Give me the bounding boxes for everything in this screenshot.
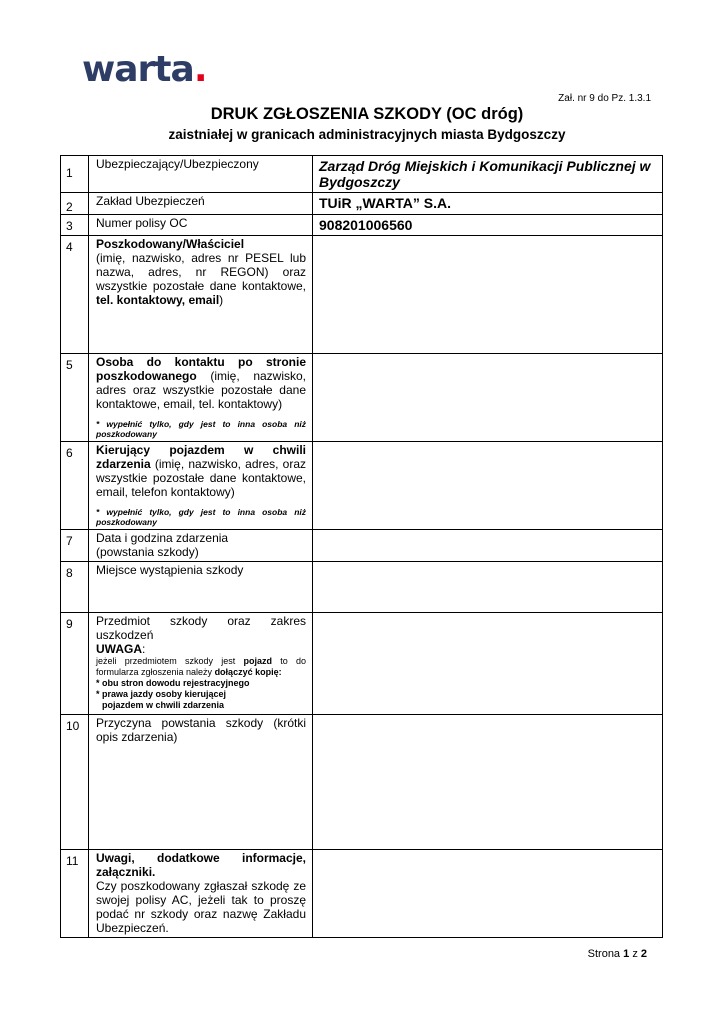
claim-form-table bbox=[60, 155, 663, 938]
label-end: ) bbox=[219, 293, 224, 307]
form-row-insured bbox=[61, 156, 663, 193]
warning-attach-copy: dołączyć kopię: bbox=[214, 667, 282, 677]
page-number bbox=[588, 948, 647, 960]
label-heading: Uwagi, dodatkowe informacje, załączniki. bbox=[96, 851, 306, 879]
warning-text-part: to do formularza zgłoszenia należy bbox=[96, 656, 306, 677]
label-heading: Poszkodowany/Właściciel bbox=[96, 237, 245, 251]
insured-value[interactable] bbox=[313, 156, 663, 193]
cause-field[interactable] bbox=[313, 715, 663, 850]
label-line: Data i godzina zdarzenia bbox=[96, 531, 229, 545]
label-heading: Kierujący pojazdem w chwili zdarzenia bbox=[96, 443, 306, 471]
row-number: 1 bbox=[61, 156, 89, 193]
row-number: 7 bbox=[61, 530, 89, 562]
injured-party-field[interactable] bbox=[313, 236, 663, 354]
row-label bbox=[89, 442, 313, 530]
attachment-item: pojazdem w chwili zdarzenia bbox=[102, 700, 225, 710]
page-total: 2 bbox=[640, 948, 647, 960]
driver-field[interactable] bbox=[313, 442, 663, 530]
policy-number-value[interactable] bbox=[313, 215, 663, 236]
form-subtitle: zaistniałej w granicach administracyjnych miasta Bydgoszczy bbox=[168, 127, 566, 142]
form-row-location bbox=[61, 562, 663, 613]
row-label: Miejsce wystąpienia szkody bbox=[89, 562, 313, 613]
policy-number: 908201006560 bbox=[319, 217, 413, 233]
form-row-cause bbox=[61, 715, 663, 850]
row-label: Przyczyna powstania szkody (krótki opis zdarzenia) bbox=[89, 715, 313, 850]
form-row-contact-person bbox=[61, 354, 663, 442]
location-field[interactable] bbox=[313, 562, 663, 613]
row-label: Zakład Ubezpieczeń bbox=[89, 193, 313, 215]
label-text: Przedmiot szkody oraz zakres uszkodzeń bbox=[96, 614, 306, 642]
remarks-field[interactable] bbox=[313, 850, 663, 938]
warning-heading: UWAGA bbox=[96, 642, 142, 656]
date-time-field[interactable] bbox=[313, 530, 663, 562]
warning-colon: : bbox=[142, 642, 146, 656]
insured-name: Zarząd Dróg Miejskich i Komunikacji Publicznej w Bydgoszczy bbox=[319, 158, 651, 190]
warning-text bbox=[96, 656, 306, 678]
row-label bbox=[89, 613, 313, 715]
row-label: Ubezpieczający/Ubezpieczony bbox=[89, 156, 313, 193]
row-number: 5 bbox=[61, 354, 89, 442]
label-heading: Osoba do kontaktu po stronie poszkodowanego bbox=[96, 355, 306, 383]
label-emphasis: tel. kontaktowy, email bbox=[96, 293, 220, 307]
insurer-name: TUiR „WARTA” S.A. bbox=[319, 195, 451, 211]
fill-note: * wypełnić tylko, gdy jest to inna osoba niż poszkodowany bbox=[96, 419, 306, 439]
damage-subject-field[interactable] bbox=[313, 613, 663, 715]
form-row-insurer bbox=[61, 193, 663, 215]
row-number: 2 bbox=[61, 193, 89, 215]
row-label bbox=[89, 530, 313, 562]
label-text: (imię, nazwisko, adres, oraz wszystkie pozostałe dane kontaktowe, email, telefon kontaktowy) bbox=[96, 457, 306, 499]
form-row-policy bbox=[61, 215, 663, 236]
form-row-damage-subject bbox=[61, 613, 663, 715]
row-label bbox=[89, 236, 313, 354]
row-label bbox=[89, 850, 313, 938]
attachment-list bbox=[96, 678, 306, 711]
page-current: 1 bbox=[623, 948, 630, 960]
form-row-injured-party bbox=[61, 236, 663, 354]
form-row-date bbox=[61, 530, 663, 562]
row-label: Numer polisy OC bbox=[89, 215, 313, 236]
row-label bbox=[89, 354, 313, 442]
form-row-driver bbox=[61, 442, 663, 530]
row-number: 11 bbox=[61, 850, 89, 938]
row-number: 9 bbox=[61, 613, 89, 715]
label-line: (powstania szkody) bbox=[96, 545, 199, 559]
page-sep: z bbox=[632, 948, 638, 960]
row-number: 8 bbox=[61, 562, 89, 613]
logo-dot: . bbox=[193, 49, 207, 90]
attachment-item: * prawa jazdy osoby kierującej bbox=[96, 689, 227, 699]
form-row-remarks bbox=[61, 850, 663, 938]
warta-logo bbox=[82, 49, 207, 90]
attachment-reference: Zał. nr 9 do Pz. 1.3.1 bbox=[558, 93, 651, 104]
contact-person-field[interactable] bbox=[313, 354, 663, 442]
row-number: 6 bbox=[61, 442, 89, 530]
logo-text: warta bbox=[82, 49, 194, 90]
row-number: 4 bbox=[61, 236, 89, 354]
attachment-item: * obu stron dowodu rejestracyjnego bbox=[96, 678, 250, 688]
warning-vehicle: pojazd bbox=[243, 656, 272, 666]
row-number: 10 bbox=[61, 715, 89, 850]
insurer-value[interactable] bbox=[313, 193, 663, 215]
label-text: (imię, nazwisko, adres oraz wszystkie pozostałe dane kontaktowe, email, tel. kontaktowy) bbox=[96, 369, 306, 411]
warning-text-part: jeżeli przedmiotem szkody jest bbox=[96, 656, 244, 666]
label-text: (imię, nazwisko, adres nr PESEL lub nazwa, adres, nr REGON) oraz wszystkie pozostałe dane kontaktowe, bbox=[96, 251, 306, 293]
page-word: Strona bbox=[587, 948, 621, 960]
row-number: 3 bbox=[61, 215, 89, 236]
label-text: Czy poszkodowany zgłaszał szkodę ze swojej polisy AC, jeżeli tak to proszę podać nr szkody oraz nazwę Zakładu Ubezpieczeń. bbox=[96, 879, 306, 935]
form-title: DRUK ZGŁOSZENIA SZKODY (OC dróg) bbox=[210, 105, 524, 123]
fill-note: * wypełnić tylko, gdy jest to inna osoba niż poszkodowany bbox=[96, 507, 306, 527]
